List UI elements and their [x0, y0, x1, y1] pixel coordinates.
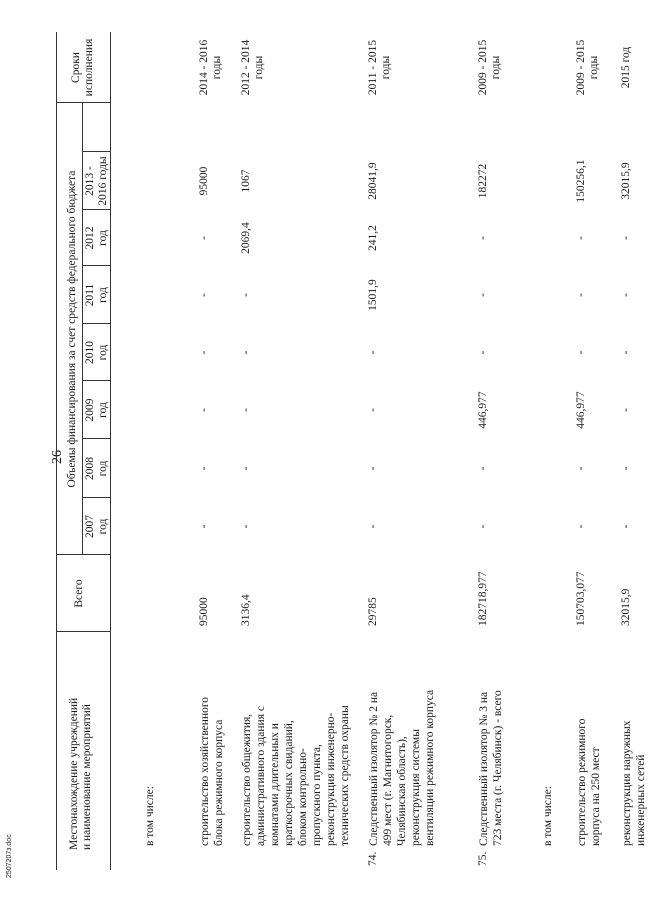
row-term	[198, 32, 224, 103]
footer-file-code: 2507207з.doc	[6, 834, 13, 878]
row-term	[620, 32, 633, 103]
header-2013-2016: 2013 - 2016 годы	[84, 156, 109, 206]
row-term-line: 2015 год	[620, 46, 632, 89]
row-term-line: 2009 - 2015	[477, 39, 489, 96]
row-name-line: в том числе:	[144, 786, 156, 846]
row-value-v2012: -	[477, 236, 489, 240]
row-value-v2010: -	[477, 350, 489, 355]
row-name-line: реконструкция наружных	[621, 720, 633, 846]
row-total: 29785	[367, 597, 379, 626]
header-2010: 2010 год	[84, 341, 109, 364]
row-term	[575, 32, 601, 103]
row-name-line: Челябинская область),	[396, 736, 408, 846]
header-2008: 2008 год	[84, 457, 109, 480]
header-2009: 2009 год	[84, 398, 109, 422]
row-name-line: комнатами длительных и	[269, 723, 281, 846]
row-term-line: годы	[588, 55, 600, 80]
header-deadline: Сроки исполнения	[70, 38, 95, 97]
row-number: 75.	[477, 851, 489, 866]
row-name	[367, 690, 437, 846]
row-value-v2012: -	[620, 236, 632, 240]
row-value-v2007: -	[620, 524, 632, 529]
row-value-v2008: -	[575, 466, 587, 471]
row-value-v2012: 2069,4	[240, 222, 252, 254]
row-term-line: годы	[380, 55, 392, 80]
row-value-v2007: -	[477, 524, 489, 529]
row-total: 32015,9	[620, 588, 632, 626]
row-name-line: 499 мест (г. Магнитогорск,	[382, 714, 394, 846]
row-name-line: инженерных сетей	[635, 754, 647, 846]
row-name-line: Следственный изолятор № 2 на	[368, 691, 380, 846]
row-value-v2013: 32015,9	[620, 162, 632, 200]
row-term-line: 2014 - 2016	[198, 39, 210, 96]
row-number: 74.	[367, 851, 379, 866]
row-value-v2013: 1067	[240, 169, 252, 193]
row-value-v2011: -	[575, 293, 587, 297]
row-name-line: пропускного пункта,	[311, 744, 323, 846]
header-volumes: Объемы финансирования за счет средств федерального бюджета	[66, 170, 78, 488]
row-name-line: краткосрочных свиданий,	[283, 720, 295, 846]
row-name-line: реконструкция инженерно-	[325, 712, 337, 846]
row-total: 3136,4	[240, 594, 252, 626]
header-location: Местонахождение учреждений и наименование мероприятий	[68, 697, 93, 850]
row-value-v2011: 1501,9	[367, 279, 379, 311]
header-2011: 2011 год	[84, 283, 109, 307]
row-name	[240, 705, 352, 846]
row-value-v2013: 182272	[477, 163, 489, 199]
row-value-v2009: 446,977	[477, 391, 489, 429]
page-number: 26	[50, 450, 65, 464]
row-total: 95000	[198, 597, 210, 626]
row-value-v2010: -	[575, 350, 587, 355]
row-term-line: годы	[253, 55, 265, 80]
row-value-v2013: 28041,9	[367, 162, 379, 200]
row-term-line: годы	[490, 55, 502, 80]
row-total: 182718,977	[477, 571, 489, 626]
row-name-line: Следственный изолятор № 3 на	[478, 691, 490, 846]
row-name-line: блоком контрольно-	[297, 748, 309, 846]
row-name-line: 723 места (г. Челябинск) - всего	[492, 690, 504, 846]
subheader-divider	[82, 103, 83, 555]
row-name-line: вентиляции режимного корпуса	[424, 689, 436, 846]
row-value-v2008: -	[620, 466, 632, 471]
header-total: Всего	[73, 579, 85, 608]
row-value-v2010: -	[198, 350, 210, 355]
row-term	[240, 32, 266, 103]
row-name	[541, 786, 555, 846]
row-name-line: реконструкция системы	[410, 729, 422, 846]
row-value-v2009: -	[620, 408, 632, 412]
row-value-v2011: -	[198, 293, 210, 297]
row-value-v2008: -	[477, 466, 489, 471]
row-value-v2007: -	[575, 524, 587, 529]
row-name-line: строительство режимного	[576, 718, 588, 846]
row-name	[143, 786, 157, 846]
row-value-v2009: -	[367, 408, 379, 412]
row-name	[198, 697, 226, 846]
row-name	[575, 719, 603, 846]
row-name	[477, 690, 505, 846]
row-value-v2009: -	[240, 408, 252, 412]
row-value-v2010: -	[620, 350, 632, 355]
row-term-line: 2011 - 2015	[367, 39, 379, 96]
row-value-v2007: -	[367, 524, 379, 529]
row-name-line: корпуса на 250 мест	[590, 747, 602, 846]
row-value-v2012: 241,2	[367, 225, 379, 251]
row-total: 150703,077	[575, 571, 587, 626]
row-term-line: 2012 - 2014	[240, 39, 252, 96]
row-name-line: блока режимного корпуса	[213, 719, 225, 846]
row-value-v2013: 150256,1	[575, 159, 587, 203]
row-term	[477, 32, 503, 103]
row-value-v2013: 95000	[198, 166, 210, 196]
row-value-v2011: -	[477, 293, 489, 297]
row-value-v2011: -	[240, 293, 252, 297]
row-value-v2008: -	[367, 466, 379, 471]
row-name-line: в том числе:	[542, 786, 554, 846]
row-name-line: технических средств охраны	[339, 705, 351, 846]
row-value-v2008: -	[240, 466, 252, 471]
row-value-v2010: -	[367, 350, 379, 355]
row-name-line: строительство общежития,	[241, 713, 253, 846]
row-name-line: административного здания с	[255, 706, 267, 846]
header-2012: 2012 год	[84, 226, 109, 250]
header-2007: 2007 год	[84, 515, 109, 538]
row-value-v2011: -	[620, 293, 632, 297]
row-value-v2012: -	[575, 236, 587, 240]
row-value-v2007: -	[198, 524, 210, 529]
rotated-table	[48, 0, 647, 870]
row-term	[367, 32, 393, 103]
header-bottom-border	[110, 32, 111, 870]
row-name	[620, 721, 648, 846]
row-term-line: 2009 - 2015	[575, 39, 587, 96]
row-value-v2008: -	[198, 466, 210, 471]
row-name-line: строительство хозяйственного	[199, 696, 211, 846]
row-value-v2007: -	[240, 524, 252, 529]
row-term-line: годы	[211, 55, 223, 80]
row-value-v2009: -	[198, 408, 210, 412]
row-value-v2010: -	[240, 350, 252, 355]
row-value-v2012: -	[198, 236, 210, 240]
table-top-border	[56, 32, 57, 870]
row-value-v2009: 446,977	[575, 391, 587, 429]
